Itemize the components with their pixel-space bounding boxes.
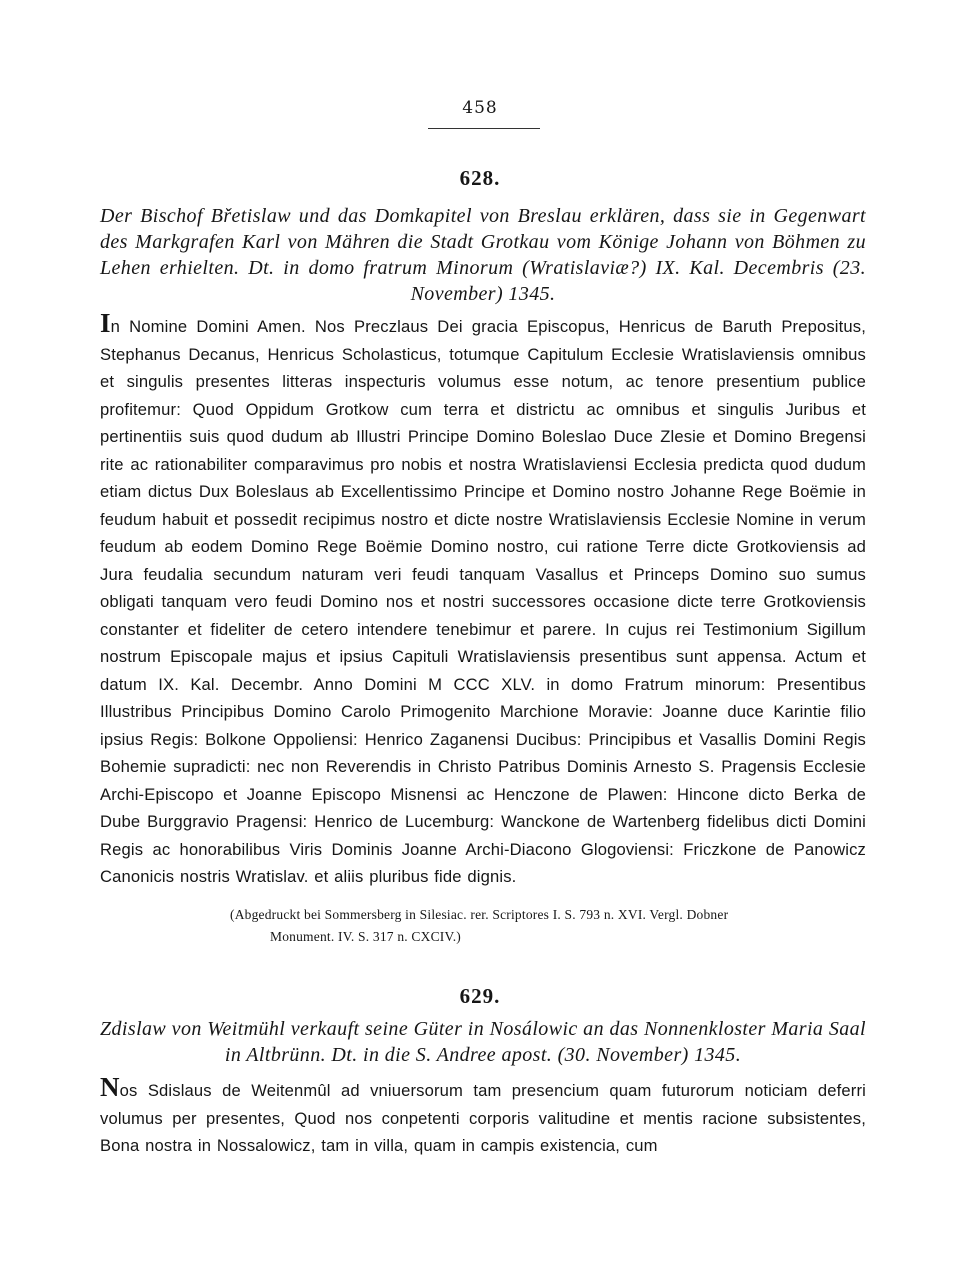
document-text-body: n Nomine Domini Amen. Nos Preczlaus Dei gracia Episcopus, Henricus de Baruth Prepositus, Stephanus Decanus, Henricus Scholasticus, totumque Capitulum Ecclesie Wratislaviensis omnibus et singulis presentes litteras inspecturis volumus esse notum, ac tenore presentium publice profitemur: Quod Oppidum Grotkow cum terra et districtu ac omnibus et singulis Juribus et pertinentiis suis quod dudum ab Illustri Principe Domino Boleslao Duce Zlesie et Domino Bregensi rite ac rationabiliter comparavimus pro nobis et nostra Wratislaviensi Ecclesia predicta quod dudum etiam dictus Dux Boleslaus ab Excellentissimo Principe et Domino nostro Johanne Rege Boëmie in feudum habuit et possedit recipimus nostro et dicte nostre Wratislaviensis Ecclesie Nomine in verum feudum ab eodem Domino Rege Boëmie Domino nostro, cui ratione Terre dicte Grotkoviensis ad Jura feudalia secundum naturam veri feudi tanquam Vasallus et Princeps Domino suo sumus obligati tanquam vero feudi Domino nos et nostri successores occasione dicte terre Grotkoviensis constanter et fideliter de cetero intendere tenebimur et parere. In cujus rei Testimonium Sigillum nostrum Episcopale majus et ipsius Capituli Wratislaviensis presentibus sunt appensa. Actum et datum IX. Kal. Decembr. Anno Domini M CCC XLV. in domo Fratrum minorum: Presentibus Illustribus Principibus Domino Carolo Primogenito Marchione Moravie: Joanne duce Karintie filio ipsius Regis: Bolkone Oppoliensi: Henrico Zaganensi Ducibus: Principibus et Vasallis Domini Regis Bohemie supradicti: nec non Reverendis in Christo Patribus Dominis Arnesto S. Pragensis Ecclesie Archi-Episcopo et Joanne Episcopo Misnensi ac Henczone de Plawen: Hincone dicto Berka de Dube Burggravio Pragensi: Henrico de Lucemburg: Wanckone de Wartenberg fidelibus dicti Domini Regis ac honorabilibus Viris Dominis Joanne Archi-Diacono Glogoviensi: Friczkone de Panowicz Canonicis nostris Wratislav. et aliis pluribus fide dignis. (100, 317, 866, 886)
document-number-628: 628. (459, 166, 501, 190)
source-footnote-628 (230, 904, 870, 948)
document-text-body: os Sdislaus de Weitenmûl ad vniuersorum tam presencium quam futurorum noticiam deferri volumus per presentes, Quod nos conpetenti corporis valitudine et mentis racione subsistentes, Bona nostra in Nossalowicz, tam in villa, quam in campis existencia, cum (100, 1081, 866, 1155)
document-regest-628: Der Bischof Břetislaw und das Domkapitel von Breslau erklären, dass sie in Gegenwart des Markgrafen Karl von Mähren die Stadt Grotkau vom Könige Johann von Böhmen zu Lehen erhielten. Dt. in domo fratrum Minorum (Wratislaviæ?) IX. Kal. Decembris (23. November) 1345. (100, 205, 866, 305)
footnote-line-1: (Abgedruckt bei Sommersberg in Silesiac. rer. Scriptores I. S. 793 n. XVI. Vergl. Dobner (230, 907, 729, 922)
document-text-629 (100, 1074, 866, 1160)
page-number: 458 (462, 98, 498, 118)
initial-letter: N (100, 1072, 120, 1102)
document-regest-629: Zdislaw von Weitmühl verkauft seine Güter in Nosálowic an das Nonnenkloster Maria Saal in Altbrünn. Dt. in die S. Andree apost. (30. November) 1345. (100, 1018, 866, 1066)
initial-letter: I (100, 308, 111, 338)
footnote-line-2: Monument. IV. S. 317 n. CXCIV.) (270, 929, 461, 944)
document-text-628 (100, 310, 866, 891)
document-number-629: 629. (459, 984, 501, 1008)
header-rule (428, 128, 540, 129)
